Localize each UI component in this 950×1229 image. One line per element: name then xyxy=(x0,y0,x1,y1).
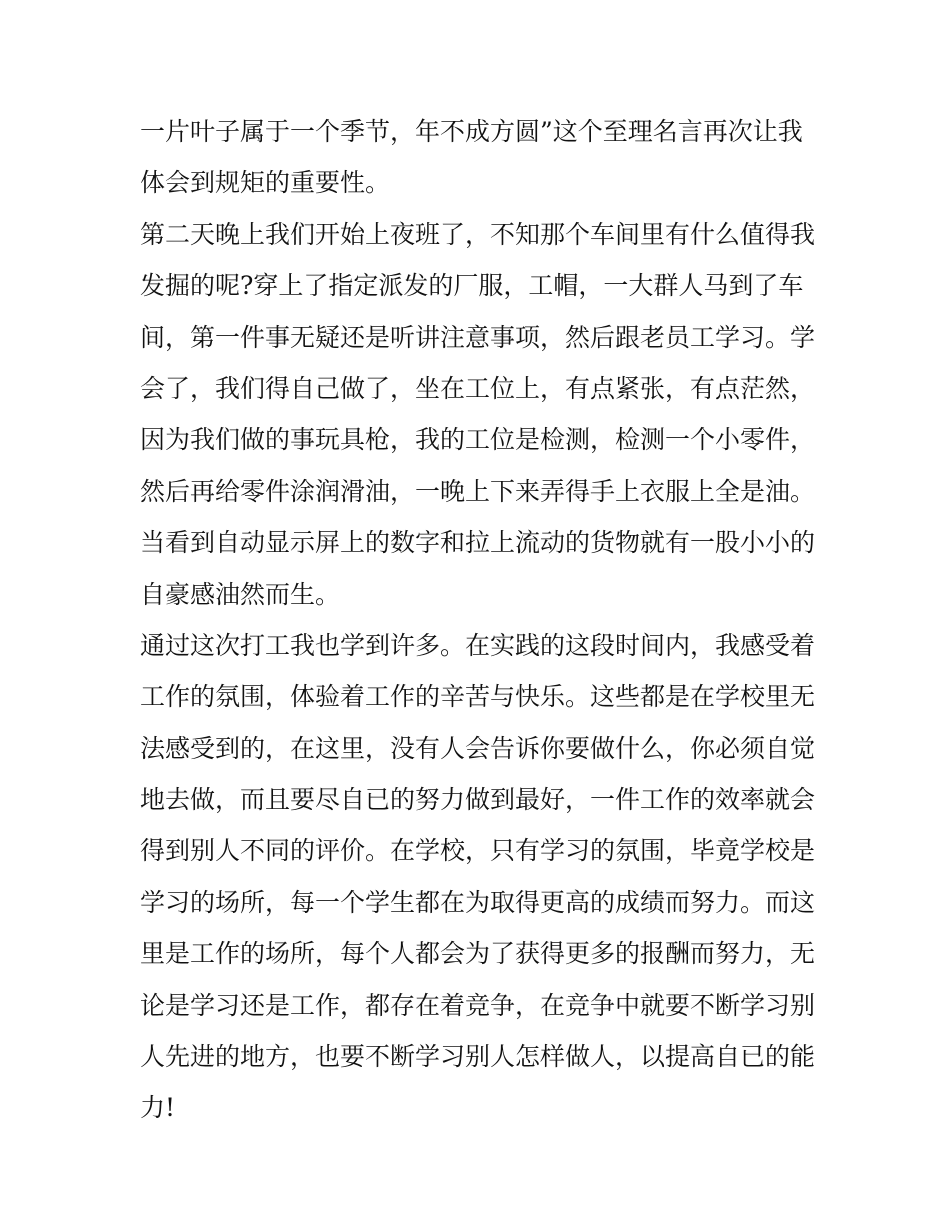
text-line: 体会到规矩的重要性。 xyxy=(140,168,391,198)
text-line: 人先进的地方，也要不断学习别人怎样做人，以提高自已的能 xyxy=(140,1042,816,1072)
body-text xyxy=(140,106,816,1134)
text-line: 会了，我们得自己做了，坐在工位上，有点紧张，有点茫然， xyxy=(140,373,816,403)
text-line: 法感受到的，在这里，没有人会告诉你要做什么，你必须自觉 xyxy=(140,733,816,763)
text-line: 学习的场所，每一个学生都在为取得更高的成绩而努力。而这 xyxy=(140,887,816,917)
text-line: 第二天晚上我们开始上夜班了，不知那个车间里有什么值得我 xyxy=(140,219,816,249)
text-line: 一片叶子属于一个季节，年不成方圆”这个至理名言再次让我 xyxy=(140,117,803,146)
text-line: 自豪感油然而生。 xyxy=(140,579,341,609)
text-line: 通过这次打工我也学到许多。在实践的这段时间内，我感受着 xyxy=(140,630,816,660)
text-line: 工作的氛围，体验着工作的辛苦与快乐。这些都是在学校里无 xyxy=(140,682,816,712)
text-line: 得到别人不同的评价。在学校，只有学习的氛围，毕竟学校是 xyxy=(140,836,816,866)
text-line: 因为我们做的事玩具枪，我的工位是检测，检测一个小零件， xyxy=(140,425,816,455)
text-line: 地去做，而且要尽自已的努力做到最好，一件工作的效率就会 xyxy=(140,785,816,815)
text-line: 里是工作的场所，每个人都会为了获得更多的报酬而努力，无 xyxy=(140,939,816,969)
text-line: 间，第一件事无疑还是听讲注意事项，然后跟老员工学习。学 xyxy=(140,322,816,352)
text-line: 发掘的呢?穿上了指定派发的厂服，工帽，一大群人马到了车 xyxy=(140,271,804,301)
text-line: 当看到自动显示屏上的数字和拉上流动的货物就有一股小小的 xyxy=(140,528,816,558)
text-line: 然后再给零件涂润滑油，一晚上下来弄得手上衣服上全是油。 xyxy=(140,476,816,506)
text-line: 论是学习还是工作，都存在着竞争，在竞争中就要不断学习别 xyxy=(140,990,816,1020)
text-line: 力! xyxy=(140,1093,176,1123)
